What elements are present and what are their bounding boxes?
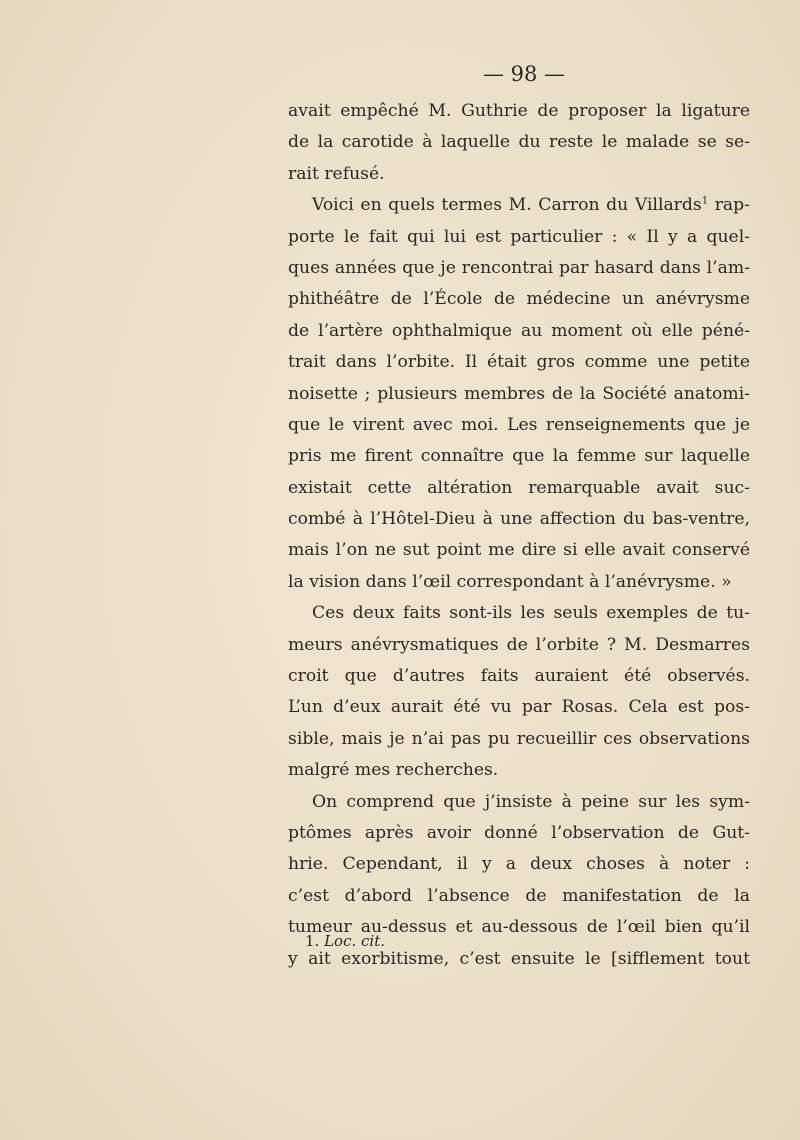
text-line-content: trait dans l’orbite. Il était gros comme une petite	[288, 352, 750, 373]
text-line	[288, 284, 750, 315]
text-line	[288, 347, 750, 378]
text-line-content: de l’artère ophthalmique au moment où elle péné-	[288, 320, 750, 341]
text-line-content: la vision dans l’œil correspondant à l’anévrysme. »	[288, 571, 732, 592]
text-line	[288, 567, 750, 598]
text-line-content: que le virent avec moi. Les renseignements que je	[288, 414, 750, 435]
text-line	[288, 504, 750, 535]
text-line	[288, 410, 750, 441]
text-line	[288, 190, 750, 221]
footnote-number: 1.	[305, 932, 320, 950]
footnote	[305, 932, 385, 950]
text-line-content: meurs anévrysmatiques de l’orbite ? M. Desmarres	[288, 634, 750, 655]
text-line	[288, 881, 750, 912]
text-line-content: Voici en quels termes M. Carron du Villards	[312, 195, 702, 216]
text-line	[288, 630, 750, 661]
text-line	[288, 535, 750, 566]
text-line	[288, 598, 750, 629]
text-line-content: tumeur au-dessus et au-dessous de l’œil bien qu’il	[288, 917, 750, 938]
text-line	[288, 692, 750, 723]
text-line-continuation: rap-	[708, 195, 750, 216]
text-line	[288, 253, 750, 284]
text-line-content: noisette ; plusieurs membres de la Société anatomi-	[288, 383, 750, 404]
text-line-content: croit que d’autres faits auraient été observés.	[288, 666, 750, 687]
text-line-content: de la carotide à laquelle du reste le malade se se-	[288, 132, 750, 153]
text-line	[288, 787, 750, 818]
text-line-content: mais l’on ne sut point me dire si elle avait conservé	[288, 540, 750, 561]
text-line-content: Ces deux faits sont-ils les seuls exemples de tu-	[312, 603, 750, 624]
text-line	[288, 661, 750, 692]
text-line	[288, 724, 750, 755]
text-line	[288, 222, 750, 253]
text-line-content: existait cette altération remarquable avait suc-	[288, 477, 750, 498]
text-line	[288, 818, 750, 849]
text-line-content: On comprend que j’insiste à peine sur les sym-	[312, 791, 750, 812]
text-line-content: ptômes après avoir donné l’observation de Gut-	[288, 822, 750, 843]
text-line	[288, 316, 750, 347]
text-line	[288, 441, 750, 472]
text-line	[288, 755, 750, 786]
text-line-content: avait empêché M. Guthrie de proposer la ligature	[288, 101, 750, 121]
text-line-content: c’est d’abord l’absence de manifestation de la	[288, 885, 750, 906]
footnote-citation: Loc. cit.	[324, 932, 386, 950]
text-line-content: L’un d’eux aurait été vu par Rosas. Cela est pos-	[288, 697, 750, 718]
text-line	[288, 96, 750, 127]
text-line	[288, 473, 750, 504]
text-line-content: malgré mes recherches.	[288, 760, 499, 781]
page-number: — 98 —	[482, 62, 566, 86]
book-page	[288, 58, 750, 975]
text-line-content: combé à l’Hôtel-Dieu à une affection du bas-ventre,	[288, 509, 750, 530]
text-line	[288, 849, 750, 880]
text-line-content: ques années que je rencontrai par hasard dans l’am-	[288, 257, 750, 278]
text-line-content: rait refusé.	[288, 163, 385, 184]
text-line-content: porte le fait qui lui est particulier : « Il y a quel-	[288, 226, 750, 247]
text-line	[288, 127, 750, 158]
text-line-content: sible, mais je n’ai pas pu recueillir ces observations	[288, 728, 750, 749]
footnote-reference: 1	[701, 195, 709, 207]
text-line	[288, 159, 750, 190]
text-line	[288, 379, 750, 410]
text-line-content: pris me firent connaître que la femme sur laquelle	[288, 446, 750, 467]
text-line-content: phithéâtre de l’École de médecine un anévrysme	[288, 289, 750, 310]
text-line-content: y ait exorbitisme, c’est ensuite le [sifflement tout	[288, 948, 750, 969]
text-line-content: hrie. Cependant, il y a deux choses à noter :	[288, 854, 750, 875]
body-text	[288, 96, 750, 975]
